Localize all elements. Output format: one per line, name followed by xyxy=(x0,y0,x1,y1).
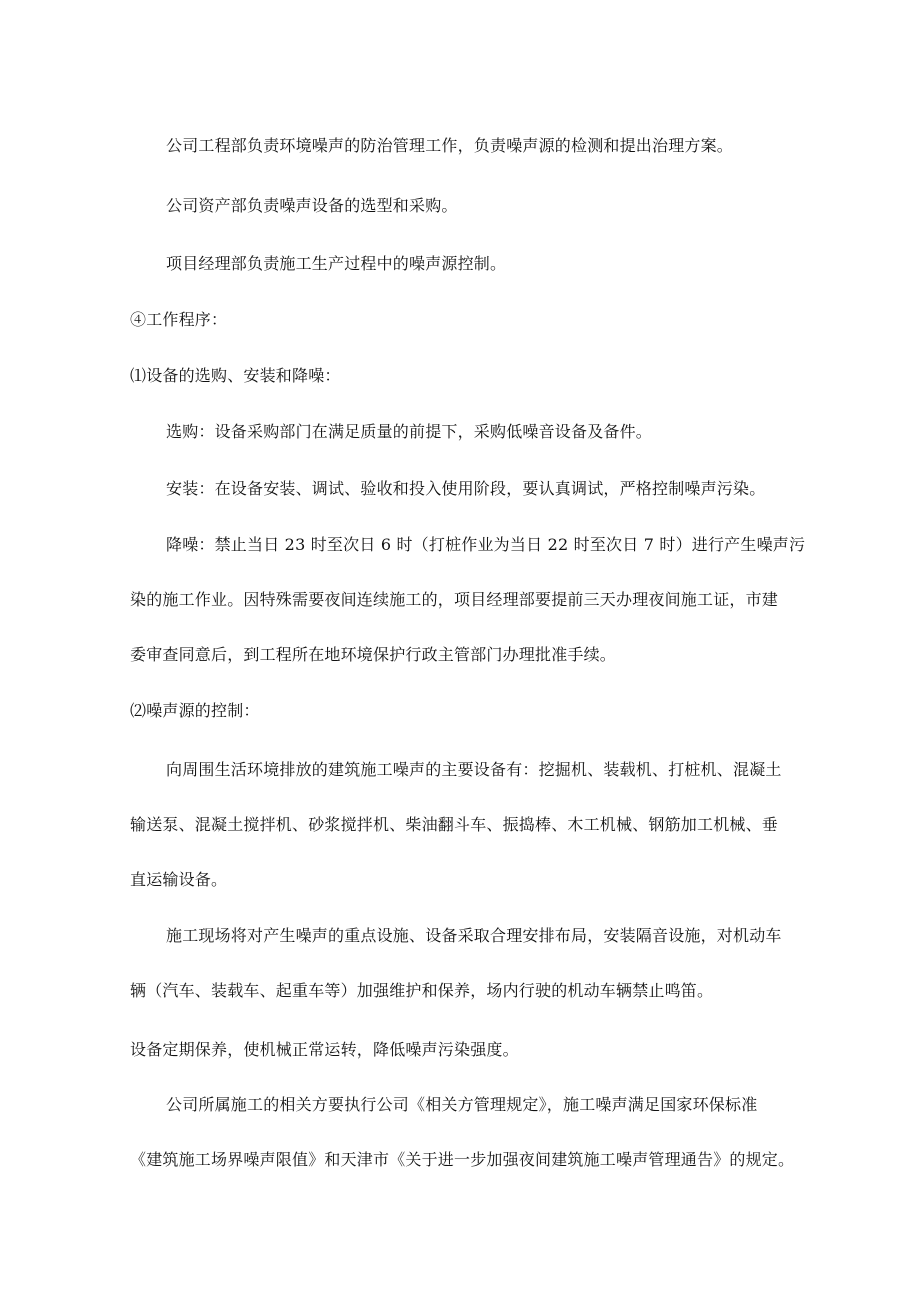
paragraph-main-equipment-line2: 输送泵、混凝土搅拌机、砂浆搅拌机、柴油翻斗车、振捣棒、木工机械、钢筋加工机械、垂 xyxy=(130,815,779,834)
paragraph-site-layout-line1: 施工现场将对产生噪声的重点设施、设备采取合理安排布局，安装隔音设施，对机动车 xyxy=(166,926,782,945)
paragraph-related-parties-line1: 公司所属施工的相关方要执行公司《相关方管理规定》，施工噪声满足国家环保标准 xyxy=(166,1095,758,1114)
paragraph-related-parties-line2: 《建筑施工场界噪声限值》和天津市《关于进一步加强夜间建筑施工噪声管理通告》的规定。 xyxy=(130,1150,795,1169)
paragraph-maintenance: 设备定期保养，使机械正常运转，降低噪声污染强度。 xyxy=(130,1040,519,1059)
paragraph-purchase: 选购：设备采购部门在满足质量的前提下，采购低噪音设备及备件。 xyxy=(166,422,653,441)
paragraph-asset-dept: 公司资产部负责噪声设备的选型和采购。 xyxy=(166,196,458,215)
paragraph-installation: 安装：在设备安装、调试、验收和投入使用阶段，要认真调试，严格控制噪声污染。 xyxy=(166,479,766,498)
paragraph-project-dept: 项目经理部负责施工生产过程中的噪声源控制。 xyxy=(166,254,507,273)
paragraph-noise-reduction-line2: 染的施工作业。因特殊需要夜间连续施工的，项目经理部要提前三天办理夜间施工证，市建 xyxy=(130,590,779,609)
paragraph-noise-reduction-line1: 降噪：禁止当日 23 时至次日 6 时（打桩作业为当日 22 时至次日 7 时）进行产生噪声污 xyxy=(166,535,806,554)
heading-work-procedure: ④工作程序： xyxy=(130,310,228,329)
paragraph-main-equipment-line3: 直运输设备。 xyxy=(130,870,228,889)
paragraph-site-layout-line2: 辆（汽车、装载车、起重车等）加强维护和保养，场内行驶的机动车辆禁止鸣笛。 xyxy=(130,981,714,1000)
paragraph-engineering-dept: 公司工程部负责环境噪声的防治管理工作，负责噪声源的检测和提出治理方案。 xyxy=(166,136,734,155)
paragraph-main-equipment-line1: 向周围生活环境排放的建筑施工噪声的主要设备有：挖掘机、装载机、打桩机、混凝土 xyxy=(166,760,782,779)
paragraph-noise-reduction-line3: 委审查同意后，到工程所在地环境保护行政主管部门办理批准手续。 xyxy=(130,645,617,664)
heading-equipment-selection: ⑴设备的选购、安装和降噪： xyxy=(130,366,341,385)
heading-noise-source-control: ⑵噪声源的控制： xyxy=(130,701,260,720)
